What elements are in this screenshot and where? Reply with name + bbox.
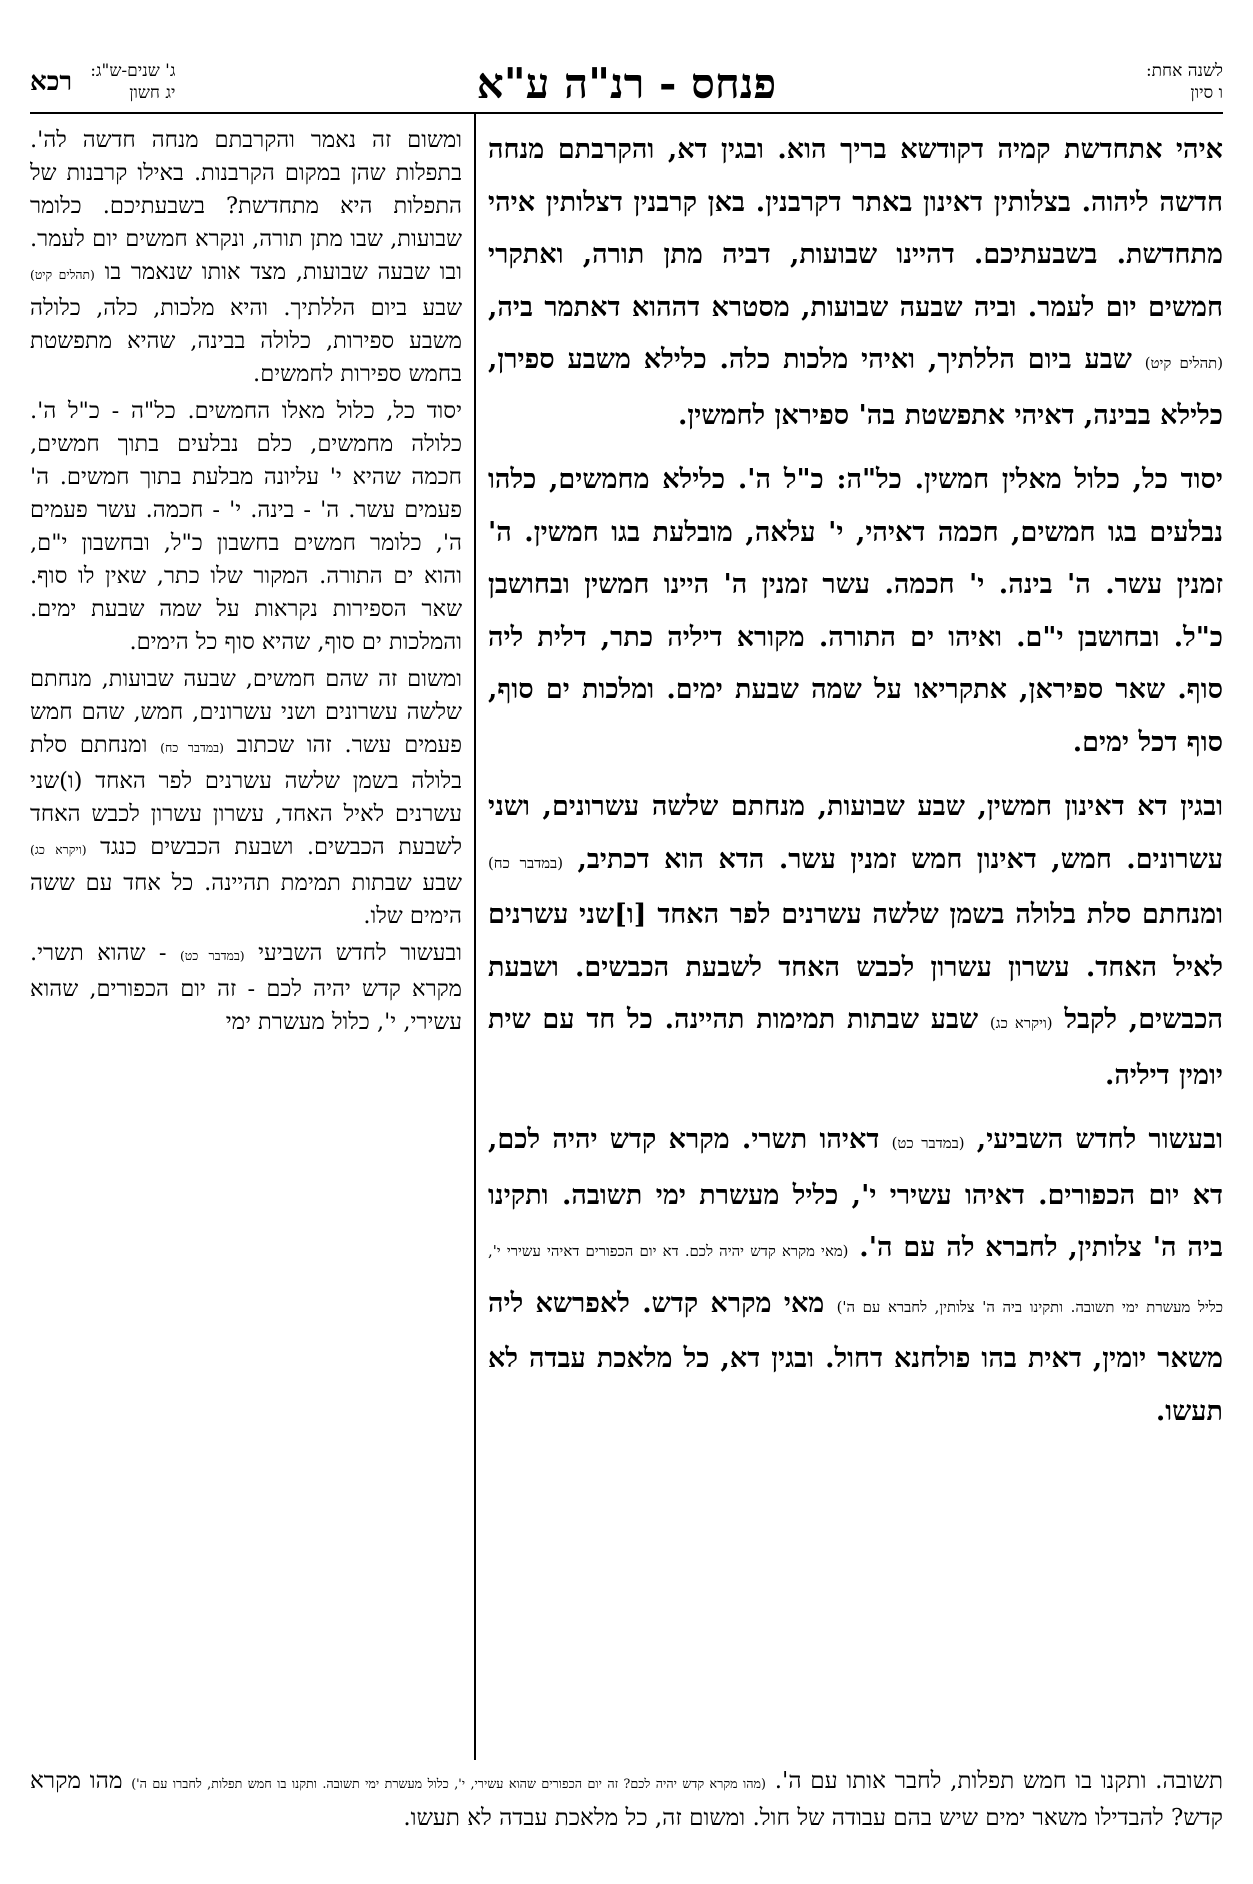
side-p4-text: ובעשור לחדש השביעי: [258, 940, 462, 966]
side-paragraph-2: [30, 395, 462, 659]
side-p3-text-end: שבע שבתות תמימת תהיינה. כל אחד עם ששה הימים שלו.: [30, 870, 462, 929]
bottom-note: (מהו מקרא קדש יהיה לכם? זה יום הכפורים שהוא עשירי, י', כלול מעשרת ימי תשובה. ותקנו בו חמש תפלות, לחברו עם ה'): [131, 1776, 766, 1791]
header-left: [30, 60, 175, 104]
main-p3-text-end: שבע שבתות תמימות תהיינה. כל חד עם שית יומין דיליה.: [488, 1004, 1223, 1091]
main-p2-text: יסוד כל, כלול מאלין חמשין. כל"ה: כ"ל ה'. כלילא מחמשים, כלהו נבלעים בגו חמשים, חכמה דאיהי, י' עלאה, מובלעת בגו חמשין. ה' זמנין עשר. ה' בינה. י' חכמה. עשר זמנין ה' היינו חמשין ובחושבן כ"ל. ובחושבן י"ם. ואיהו ים התורה. מקורא דיליה כתר, דלית ליה סוף. שאר ספיראן, אתקריאו על שמה שבעת ימים. ומלכות ים סוף, סוף דכל ימים.: [488, 464, 1223, 758]
main-p1-text: איהי אתחדשת קמיה דקודשא בריך הוא. ובגין דא, והקרבתם מנחה חדשה ליהוה. בצלותין דאינון באתר דקרבנין. באן קרבנין דצלותין איהי מתחדשת. בשבעתיכם. דהיינו שבועות, דביה מתן תורה, ואתקרי חמשים יום לעמר. וביה שבעה שבועות, מסטרא דההוא דאתמר ביה,: [488, 134, 1223, 323]
side-column-translation: [30, 124, 462, 1760]
side-p3-text: ומשום זה שהם חמשים, שבעה שבועות, מנחתם שלשה עשרונים ושני עשרונים, חמש, שהם חמש פעמים עשר. זהו שכתוב: [30, 666, 462, 758]
header-divider: [30, 112, 1223, 114]
page-number: רכא: [30, 67, 73, 97]
main-p4-text-cont: דאיהו תשרי. מקרא קדש יהיה לכם, דא יום הכפורים. דאיהו עשירי י', כליל מעשרת ימי תשובה. ותקינו ביה ה' צלותין, לחברא לה עם ה'.: [488, 1124, 1223, 1263]
side-p1-text-cont: שבע ביום הללתיך. והיא מלכות, כלה, כלולה משבע ספירות, כלולה בבינה, שהיא מתפשטת בחמש ספירות לחמשים.: [30, 295, 462, 387]
main-column-zohar-text: [488, 124, 1223, 1760]
side-p1-reference: (תהלים קיט): [30, 268, 95, 282]
main-paragraph-3: [488, 781, 1223, 1102]
page-header: [30, 60, 1223, 108]
side-p4-text-cont: - שהוא תשרי. מקרא קדש יהיה לכם - זה יום הכפורים, שהוא עשירי, י', כלול מעשרת ימי: [30, 940, 462, 1035]
main-p3-text: ובגין דא דאינון חמשין, שבע שבועות, מנחתם שלשה עשרונים, ושני עשרונים. חמש, דאינון חמש זמנין עשר. הדא הוא דכתיב,: [488, 791, 1223, 875]
side-p1-text: ומשום זה נאמר והקרבתם מנחה חדשה לה'. בתפלות שהן במקום הקרבנות. באילו קרבנות של התפלות היא מתחדשת? בשבעתיכם. כלומר שבועות, שבו מתן תורה, ונקרא חמשים יום לעמר. ובו שבעה שבועות, מצד אותו שנאמר בו: [30, 127, 462, 285]
bottom-text: תשובה. ותקנו בו חמש תפלות, לחבר אותו עם ה'.: [774, 1768, 1223, 1794]
main-p4-text-end: מאי מקרא קדש. לאפרשא ליה משאר יומין, דאית בהו פולחנא דחול. ובגין דא, כל מלאכת עבדה לא תעשו.: [488, 1287, 1223, 1427]
side-paragraph-1: [30, 124, 462, 391]
side-p4-reference: (במדבר כט): [179, 949, 245, 963]
header-three-years-label: ג' שנים-ש"ג:: [90, 61, 176, 81]
main-paragraph-2: [488, 454, 1223, 769]
header-one-year-label: לשנה אחת:: [1145, 61, 1223, 81]
side-p3-reference: (במדבר כח): [160, 741, 224, 755]
page-title: פנחס - רנ"ה ע"א: [476, 59, 777, 108]
main-p4-text: ובעשור לחדש השביעי,: [976, 1124, 1223, 1155]
column-divider: [474, 112, 476, 1760]
main-p3-reference: (במדבר כח): [488, 853, 563, 872]
side-p3-text-cont: ומנחתם סלת בלולה בשמן שלשה עשרנים לפר האחד (ו)שני עשרנים לאיל האחד, עשרון עשרון לכבש האחד לשבעת הכבשים. ושבעת הכבשים כנגד: [30, 732, 462, 860]
side-p2-text: יסוד כל, כלול מאלו החמשים. כל"ה - כ"ל ה'. כלולה מחמשים, כלם נבלעים בתוך חמשים, חכמה שהיא י' עליונה מבלעת בתוך חמשים. ה' פעמים עשר. ה' - בינה. י' - חכמה. עשר פעמים ה', כלומר חמשים בחשבון כ"ל, ובחשבון י"ם, והוא ים התורה. המקור שלו כתר, שאין לו סוף. שאר הספירות נקראות על שמה שבעת ימים. והמלכות ים סוף, שהיא סוף כל הימים.: [30, 398, 462, 655]
side-p3-reference-2: (ויקרא כג): [30, 843, 87, 857]
main-p4-note: (מאי מקרא קדש יהיה לכם. דא יום הכפורים דאיהי עשירי י', כליל מעשרת ימי תשובה. ותקינו ביה ה' צלותין, לחברא עם ה'): [488, 1242, 1223, 1316]
header-three-years-date: יג חשון: [129, 83, 176, 103]
main-p1-reference: (תהלים קיט): [1144, 354, 1223, 372]
main-p3-text-cont: ומנחתם סלת בלולה בשמן שלשה עשרנים לפר האחד [ו]שני עשרנים לאיל האחד. עשרון עשרון לכבש האחד לשבעת הכבשים. ושבעת הכבשים, לקבל: [488, 899, 1223, 1035]
main-paragraph-1: [488, 124, 1223, 442]
main-paragraph-4: [488, 1114, 1223, 1438]
bottom-continuation-text: [30, 1764, 1223, 1869]
side-paragraph-3: [30, 663, 462, 933]
main-p1-text-cont: שבע ביום הללתיך, ואיהי מלכות כלה. כלילא משבע ספירן, כלילא בבינה, דאיהי אתפשטת בה' ספיראן לחמשין.: [488, 344, 1223, 431]
bottom-text-cont: מהו מקרא קדש? להבדילו משאר ימים שיש בהם עבודה של חול. ומשום זה, כל מלאכת עבדה לא תעשו.: [30, 1768, 1223, 1831]
side-paragraph-4: [30, 937, 462, 1039]
main-p4-reference: (במדבר כט): [891, 1134, 965, 1152]
main-p3-reference-2: (ויקרא כג): [989, 1014, 1053, 1032]
header-one-year-date: ו סיון: [1190, 83, 1223, 103]
header-left-dates: [90, 60, 175, 104]
